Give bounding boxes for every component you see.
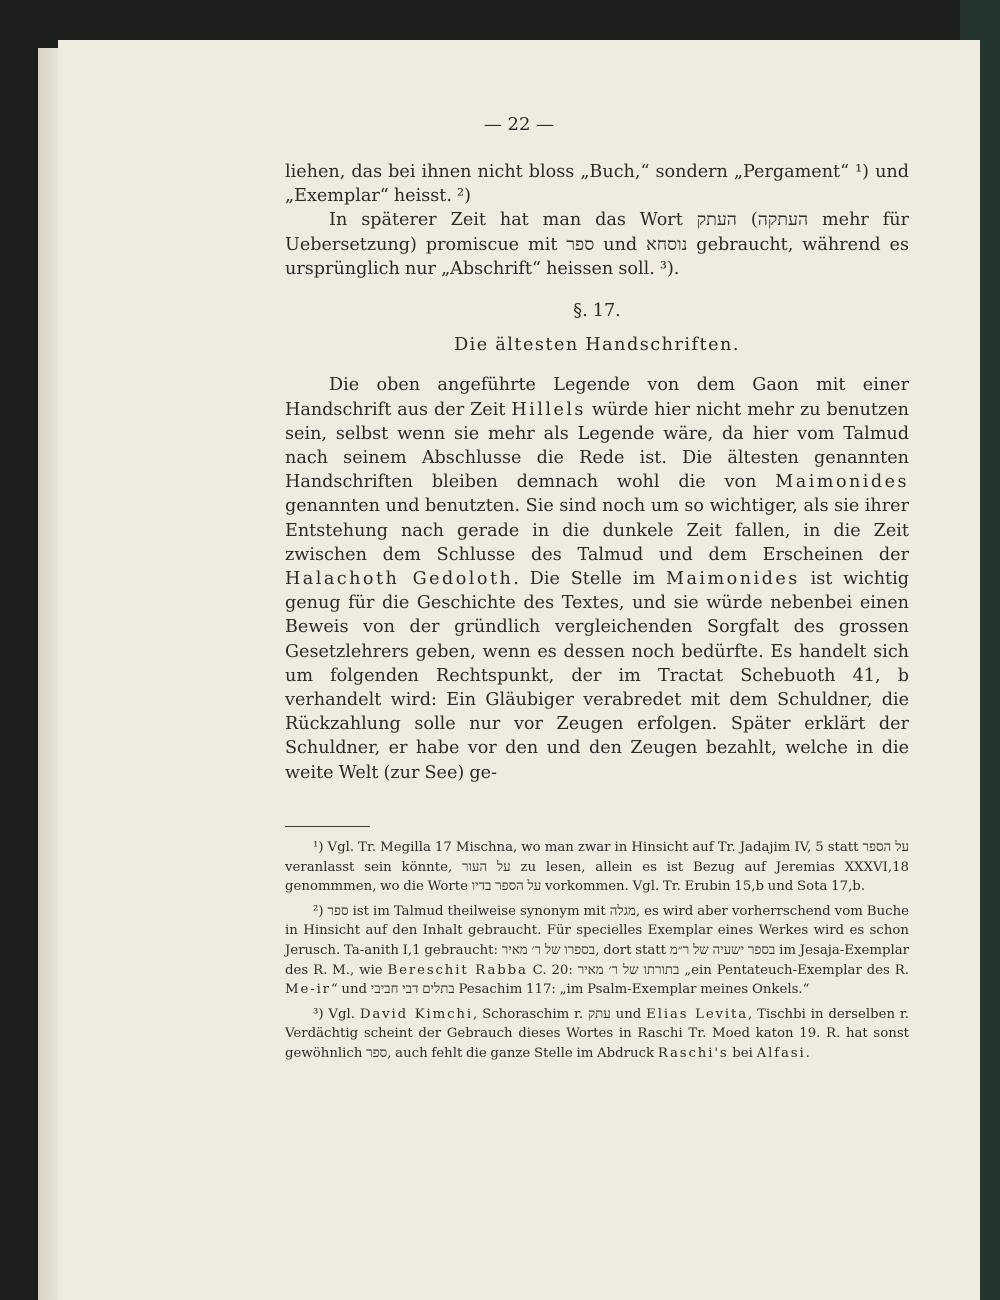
footnote-divider	[285, 826, 370, 827]
book-page	[58, 40, 980, 1300]
hebrew-word: על העור	[462, 859, 511, 875]
hebrew-word: עתק	[588, 1006, 611, 1022]
footnote-1: ¹) Vgl. Tr. Megilla 17 Mischna, wo man zwar in Hinsicht auf Tr. Jadajim IV, 5 statt על הספר veranlasst sein könnte, על העור zu lesen, allein es ist Bezug auf Jeremias XXXVI,18 genommmen, wo die Worte על הספר בדיו vorkommen. Vgl. Tr. Erubin 15,b und Sota 17,b.	[285, 840, 909, 895]
paragraph-3: Die oben angeführte Legende von dem Gaon mit einer Handschrift aus der Zeit Hillels würde hier nicht mehr zu benutzen sein, selbst wenn sie mehr als Legende wäre, da hier vom Talmud nach seinem Abschlusse die Rede ist. Die ältesten genannten Handschriften bleiben demnach wohl die von Maimonides genannten und benutzten. Sie sind noch um so wichtiger, als sie ihrer Entstehung nach gerade in die dunkele Zeit fallen, in die Zeit zwischen dem Schlusse des Talmud und dem Erscheinen der Halachoth Gedoloth. Die Stelle im Maimonides ist wichtig genug für die Geschichte des Textes, und sie würde nebenbei einen Beweis von der gründlich vergleichenden Sorgfalt des grossen Gesetzlehrers geben, wenn es dessen noch bedürfte. Es handelt sich um folgenden Rechtspunkt, der im Tractat Schebuoth 41, b verhandelt wird: Ein Gläubiger verabredet mit dem Schuldner, die Rückzahlung solle nur vor Zeugen erfolgen. Später erklärt der Schuldner, er habe vor den und den Zeugen bezahlt, welche in die weite Welt (zur See) ge-	[285, 375, 910, 783]
hebrew-word: בספר ישעיה של ר״מ	[669, 942, 776, 958]
hebrew-word: ספר	[566, 234, 595, 255]
hebrew-word: נוסחא	[646, 234, 688, 255]
page-number: — 22 —	[483, 114, 555, 135]
hebrew-word: בספרו של ר׳ מאיר	[501, 942, 596, 958]
main-text	[285, 160, 909, 785]
footnote-3: ³) Vgl. David Kimchi, Schoraschim r. עתק und Elias Levita, Tischbi in derselben r. Verdächtig scheint der Gebrauch dieses Wortes in Raschi Tr. Moed katon 19. R. hat sonst gewöhnlich ספר, auch fehlt die ganze Stelle im Abdruck Raschi's bei Alfasi.	[285, 1006, 909, 1061]
paragraph-2: In späterer Zeit hat man das Wort העתק (העתקה mehr für Uebersetzung) promiscue mit ספר und נוסחא gebraucht, während es ursprünglich nur „Abschrift“ heissen soll. ³).	[285, 210, 909, 279]
hebrew-word: מגלה	[609, 903, 636, 919]
hebrew-word: בתורתו של ר׳ מאיר	[577, 962, 680, 978]
hebrew-word: העתק	[696, 210, 737, 231]
hebrew-word: ספר	[327, 903, 349, 919]
footnotes	[285, 838, 909, 1069]
section-title: Die ältesten Handschriften.	[454, 335, 740, 356]
hebrew-word: בתלים דבי חביבי	[370, 982, 455, 998]
hebrew-word: על הספר	[862, 840, 909, 855]
hebrew-word: העתקה	[757, 210, 809, 231]
footnote-2: ²) ספר ist im Talmud theilweise synonym mit מגלה, es wird aber vorherrschend vom Buche in Hinsicht auf den Inhalt gebraucht. Für specielles Exemplar eines Werkes wird es schon Jerusch. Ta-anith I,1 gebraucht: בספרו של ר׳ מאיר, dort statt בספר ישעיה של ר״מ im Jesaja-Exemplar des R. M., wie Bereschit Rabba C. 20: בתורתו של ר׳ מאיר „ein Pentateuch-Exemplar des R. Me-ir“ und בתלים דבי חביבי Pesachim 117: „im Psalm-Exemplar meines Onkels.“	[285, 903, 910, 998]
section-number: §. 17.	[573, 301, 621, 322]
paragraph-1: liehen, das bei ihnen nicht bloss „Buch,“ sondern „Pergament“ ¹) und „Exemplar“ heisst. ²)	[285, 162, 909, 207]
hebrew-word: ספר	[366, 1045, 388, 1061]
hebrew-word: על הספר בדיו	[471, 879, 542, 895]
